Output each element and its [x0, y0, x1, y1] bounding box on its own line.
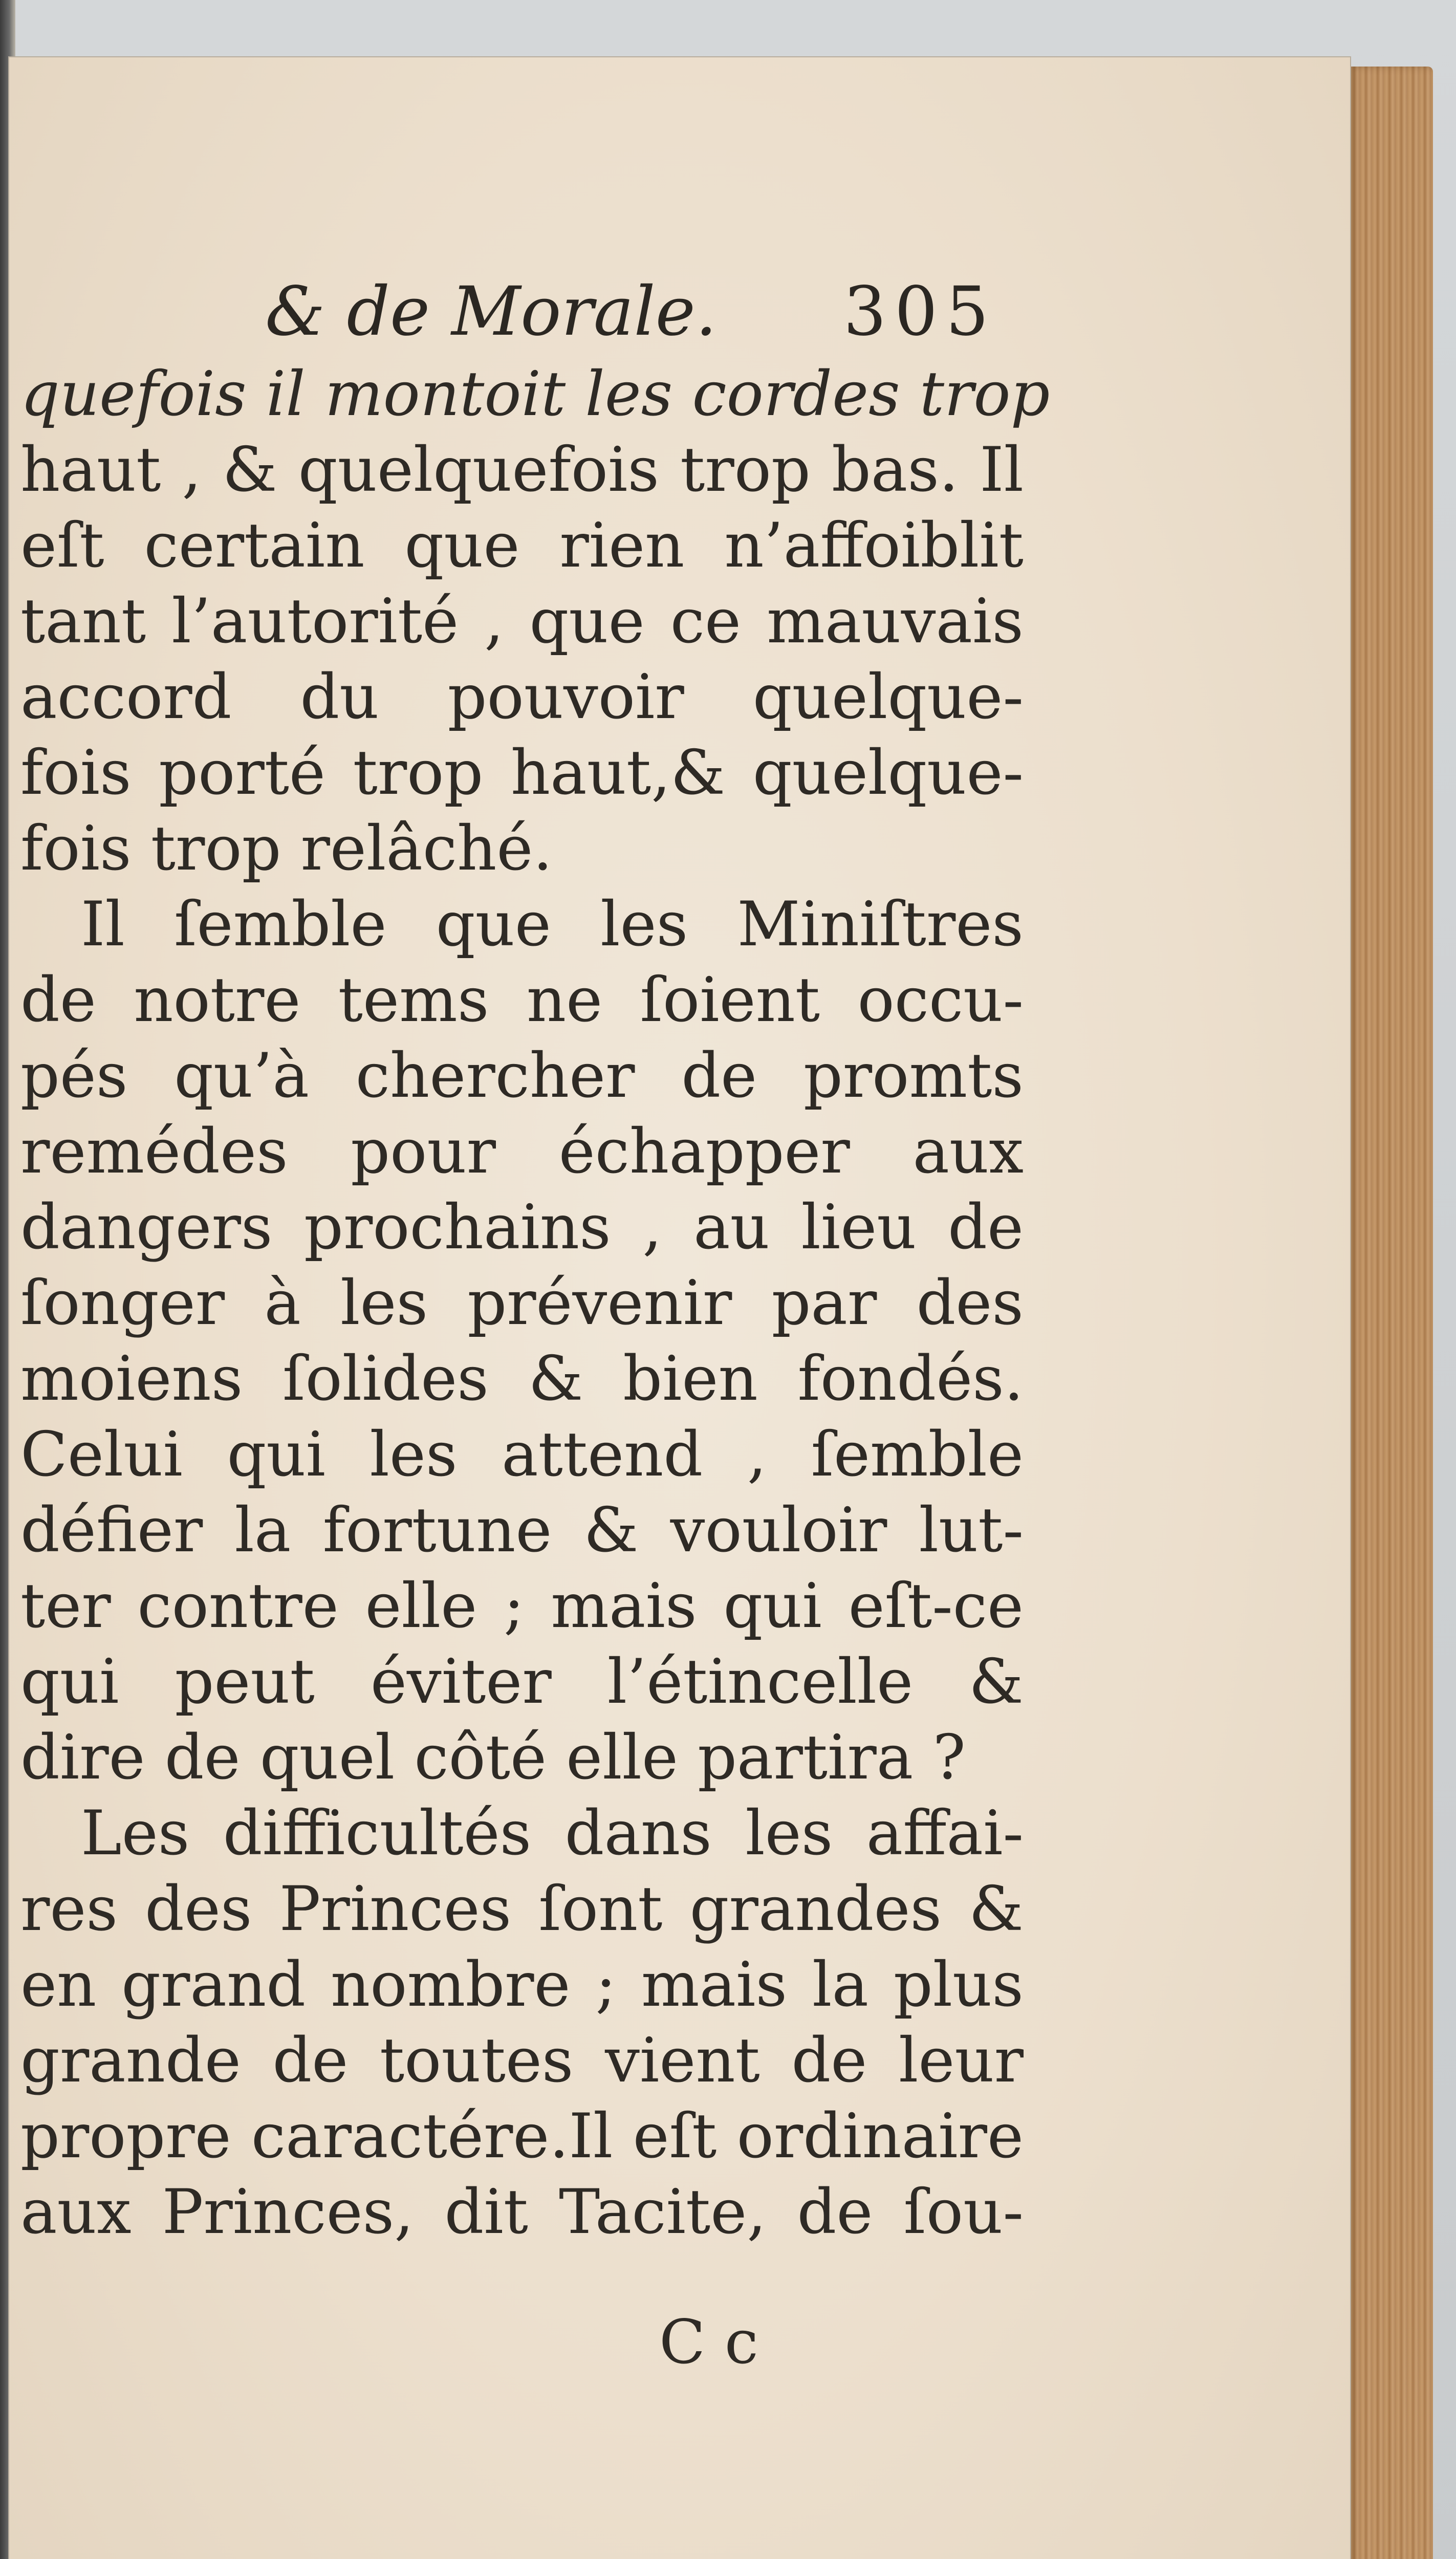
- text-line: défier la fortune & vouloir lut-: [20, 1495, 1024, 1566]
- text-line: en grand nombre ; mais la plus: [20, 1949, 1024, 2021]
- running-head: [265, 272, 1002, 364]
- text-line: ſonger à les prévenir par des: [20, 1268, 1024, 1339]
- text-line: eſt certain que rien n’affoiblit: [20, 510, 1024, 581]
- text-line: qui peut éviter l’étincelle &: [20, 1646, 1024, 1718]
- page-number: 305: [843, 272, 997, 351]
- text-line: aux Princes, dit Tacite, de ſou-: [20, 2177, 1024, 2248]
- text-line: fois trop relâché.: [20, 813, 553, 884]
- text-line: quefois il montoit les cordes trop: [20, 359, 1050, 430]
- page-edges: [1349, 67, 1433, 2559]
- text-line: dangers prochains , au lieu de: [20, 1192, 1024, 1263]
- signature-mark: C c: [659, 2307, 758, 2377]
- text-line: haut , & quelquefois trop bas. Il: [20, 435, 1024, 506]
- text-line: ter contre elle ; mais qui eſt-ce: [20, 1571, 1024, 1642]
- body-text: [20, 357, 1050, 2250]
- text-line: dire de quel côté elle partira ?: [20, 1722, 966, 1793]
- text-line: remédes pour échapper aux: [20, 1116, 1024, 1187]
- text-line: propre caractére.Il eſt ordinaire: [20, 2101, 1024, 2172]
- text-line: moiens ſolides & bien fondés.: [20, 1343, 1024, 1415]
- text-line: de notre tems ne ſoient occu-: [20, 965, 1024, 1036]
- text-line: Les difficultés dans les affai-: [81, 1798, 1024, 1869]
- text-line: pés qu’à chercher de promts: [20, 1040, 1024, 1112]
- running-head-title: & de Morale.: [265, 272, 717, 351]
- text-line: Celui qui les attend , ſemble: [20, 1419, 1024, 1490]
- book-page: [9, 57, 1350, 2559]
- text-line: fois porté trop haut,& quelque-: [20, 738, 1024, 809]
- text-line: grande de toutes vient de leur: [20, 2025, 1024, 2096]
- text-line: tant l’autorité , que ce mauvais: [20, 586, 1024, 657]
- text-line: accord du pouvoir quelque-: [20, 662, 1024, 733]
- text-line: Il ſemble que les Miniſtres: [81, 889, 1024, 960]
- text-line: res des Princes ſont grandes &: [20, 1874, 1024, 1945]
